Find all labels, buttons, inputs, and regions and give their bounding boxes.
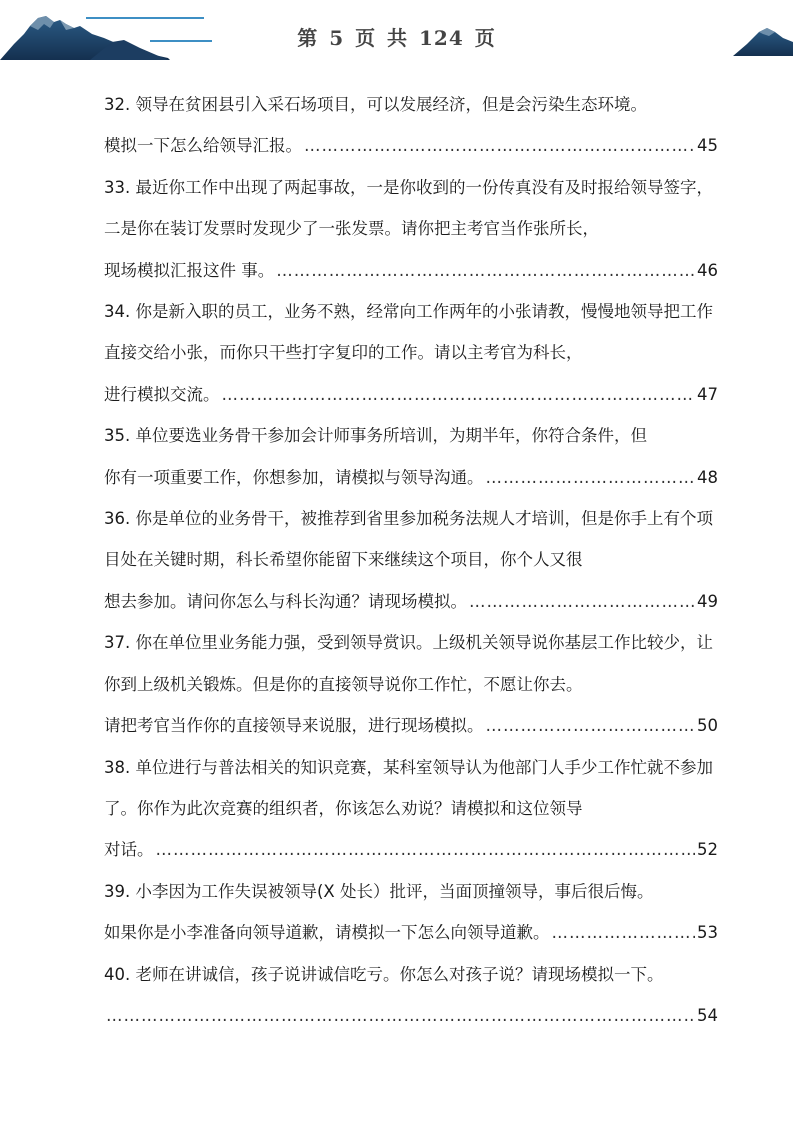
toc-entry-leader-line: [104, 581, 718, 622]
toc-entry[interactable]: [104, 291, 718, 415]
toc-entry-title: 你是单位的业务骨干，被推荐到省里参加税务法规人才培训，但是你手上有个项目处在关键时期，科长希望你能留下来继续这个项目，你个人又很: [104, 509, 713, 570]
toc-entry-leader-line: [104, 705, 718, 746]
toc-page-number: 48: [697, 467, 718, 487]
toc-entry-leader-line: [104, 250, 718, 291]
toc-entry-text: [104, 871, 718, 912]
toc-entry-text: [104, 498, 718, 581]
toc-entry-title-end: 模拟一下怎么给领导汇报。: [104, 136, 302, 156]
dot-leader: [106, 995, 695, 1036]
dot-leader: [156, 829, 696, 870]
toc-entry[interactable]: [104, 747, 718, 871]
toc-entry-title-end: 对话。: [104, 840, 154, 860]
toc-page-number: 47: [697, 384, 718, 404]
toc-entry-text: [104, 622, 718, 705]
toc-entry-text: [104, 291, 718, 374]
toc-entry-title: 老师在讲诚信，孩子说讲诚信吃亏。你怎么对孩子说？请现场模拟一下。: [135, 964, 664, 984]
toc-entry-title: 领导在贫困县引入采石场项目，可以发展经济，但是会污染生态环境。: [135, 95, 647, 114]
dot-leader: [276, 250, 695, 291]
toc-entry-number: 34.: [104, 302, 131, 322]
toc-entry-number: 33.: [104, 177, 131, 197]
toc-page-number: 46: [697, 260, 718, 280]
toc-entry-text: [104, 167, 718, 250]
page-number-title: 第 5 页 共 124 页: [297, 26, 496, 50]
toc-entry[interactable]: [104, 498, 718, 622]
toc-page-number: 49: [697, 591, 718, 611]
toc-entry-title-end: 想去参加。请问你怎么与科长沟通？请现场模拟。: [104, 591, 467, 611]
toc-entry-text: [104, 415, 718, 456]
header-rule-top: [86, 17, 204, 19]
toc-entry[interactable]: [104, 415, 718, 498]
toc-entry-number: 39.: [104, 881, 131, 901]
toc-page-number: 53: [697, 923, 718, 943]
toc-page-number: 52: [697, 840, 718, 860]
toc-entry-number: 40.: [104, 964, 131, 984]
toc-entry-title: 单位要选业务骨干参加会计师事务所培训，为期半年，你符合条件，但: [135, 426, 647, 446]
toc-entry-title-end: 现场模拟汇报这件 事。: [104, 260, 275, 280]
toc-entry-number: 38.: [104, 757, 131, 777]
toc-entry-leader-line: [104, 829, 718, 870]
dot-leader: [486, 457, 696, 498]
toc-entry-title: 小李因为工作失误被领导(X 处长）批评，当面顶撞领导，事后很后悔。: [135, 881, 654, 901]
toc-entry-title-end: 如果你是小李准备向领导道歉，请模拟一下怎么向领导道歉。: [104, 923, 550, 943]
dot-leader: [222, 374, 696, 415]
toc-page-number: 50: [697, 716, 718, 736]
toc-entry-number: 36.: [104, 509, 131, 529]
toc-entry[interactable]: [104, 84, 718, 167]
toc-entry-title-end: 请把考官当作你的直接领导来说服，进行现场模拟。: [104, 716, 484, 736]
dot-leader: [552, 912, 696, 953]
page-header: [0, 0, 793, 70]
toc-entry-number: 37.: [104, 633, 131, 653]
toc-entry-leader-line: [104, 457, 718, 498]
toc-entry-leader-line: [104, 125, 718, 166]
dot-leader: [304, 125, 695, 166]
toc-entry-number: 32.: [104, 95, 131, 114]
toc-entry[interactable]: [104, 167, 718, 291]
toc-entry-leader-line: [104, 995, 718, 1036]
toc-entry-title: 最近你工作中出现了两起事故，一是你收到的一份传真没有及时报给领导签字，二是你在装订发票时发现少了一张发票。请你把主考官当作张所长，: [104, 177, 713, 239]
toc-entry-number: 35.: [104, 426, 131, 446]
toc-entry-title: 单位进行与普法相关的知识竞赛，某科室领导认为他部门人手少工作忙就不参加了。你作为此次竞赛的组织者，你该怎么劝说？请模拟和这位领导: [104, 757, 713, 818]
toc-entry[interactable]: [104, 622, 718, 746]
toc-entry-title: 你在单位里业务能力强，受到领导赏识。上级机关领导说你基层工作比较少，让你到上级机关锻炼。但是你的直接领导说你工作忙，不愿让你去。: [104, 633, 713, 694]
toc-entry-text: [104, 84, 718, 125]
table-of-contents: [104, 84, 718, 1036]
toc-entry-leader-line: [104, 374, 718, 415]
toc-entry-text: [104, 954, 718, 995]
toc-entry[interactable]: [104, 954, 718, 1037]
toc-entry-title-end: 进行模拟交流。: [104, 384, 220, 404]
toc-entry-title: 你是新入职的员工，业务不熟，经常向工作两年的小张请教，慢慢地领导把工作直接交给小张，而你只干些打字复印的工作。请以主考官为科长，: [104, 302, 713, 363]
dot-leader: [469, 581, 695, 622]
toc-entry-title-end: 你有一项重要工作，你想参加，请模拟与领导沟通。: [104, 467, 484, 487]
toc-entry[interactable]: [104, 871, 718, 954]
toc-page-number: 54: [697, 1005, 718, 1025]
toc-entry-leader-line: [104, 912, 718, 953]
toc-entry-text: [104, 747, 718, 830]
toc-page-number: 45: [697, 136, 718, 156]
dot-leader: [486, 705, 696, 746]
